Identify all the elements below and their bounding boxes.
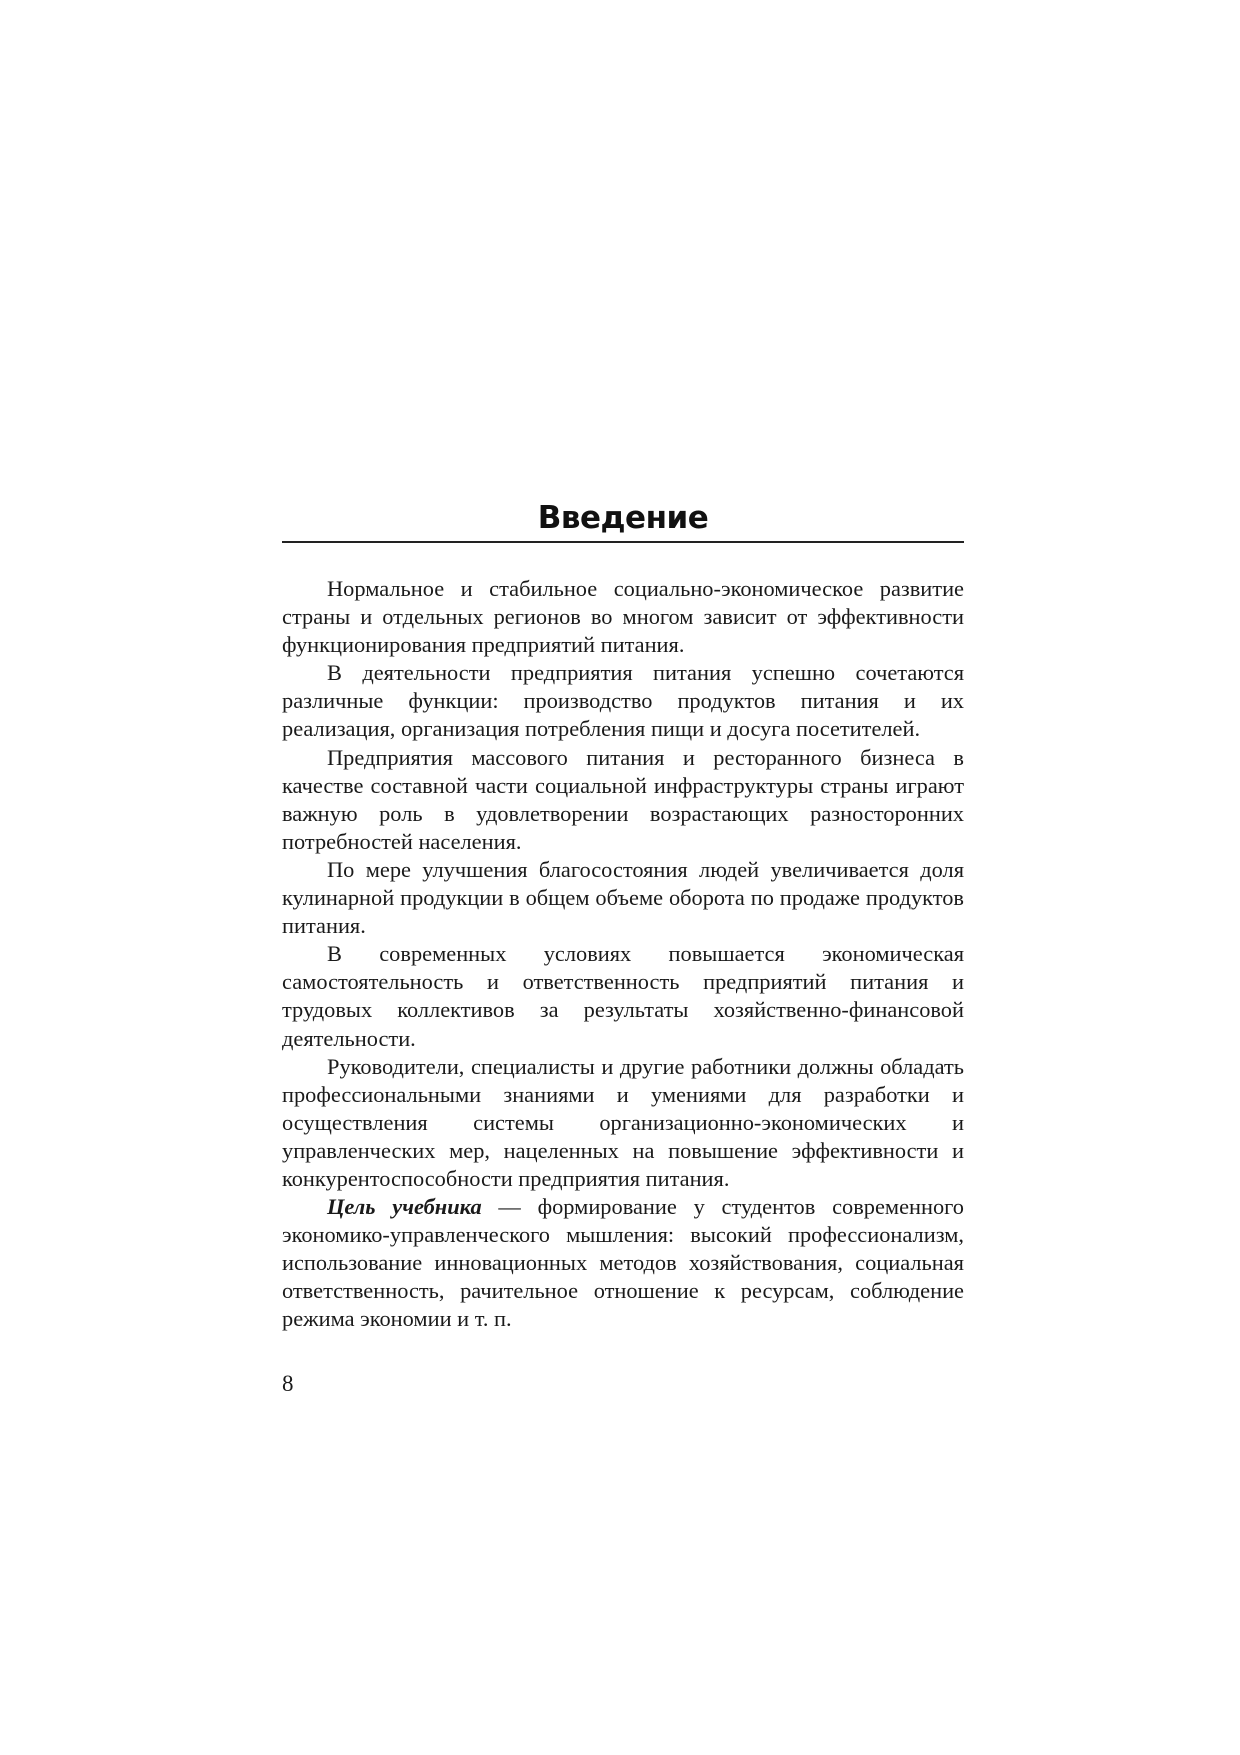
- paragraph: В современных условиях повышается экономическая самостоятельность и ответственность предприятий питания и трудовых коллективов за результаты хозяйственно-финансовой деятельности.: [282, 941, 964, 1051]
- paragraph: Предприятия массового питания и ресторанного бизнеса в качестве составной части социальной инфраструктуры страны играют важную роль в удовлетворении возрастающих разносторонних потребностей населения.: [282, 744, 964, 854]
- heading-rule: [282, 541, 964, 543]
- paragraph: В деятельности предприятия питания успешно сочетаются различные функции: производство продуктов питания и их реализация, организация потребления пищи и досуга посетителей.: [282, 660, 964, 742]
- paragraph: Нормальное и стабильное социально-экономическое развитие страны и отдельных регионов во многом зависит от эффективности функционирования предприятий питания.: [282, 576, 964, 658]
- paragraph: Руководители, специалисты и другие работники должны обладать профессиональными знаниями и умениями для разработки и осуществления системы организационно-экономических и управленческих мер, нацеленных на повышение эффективности и конкурентоспособности предприятия питания.: [282, 1053, 964, 1191]
- page-number: 8: [282, 1371, 294, 1396]
- goal-paragraph: [282, 1193, 964, 1333]
- body-text: [282, 575, 964, 1334]
- chapter-heading: Введение: [537, 500, 709, 536]
- goal-text: — формирование у студентов современного экономико-управленческого мышления: высокий профессионализм, использование инновационных методов хозяйствования, социальная ответственность, рачительное отношение к ресурсам, соблюдение режима экономии и т. п.: [282, 1194, 964, 1332]
- paragraph: По мере улучшения благосостояния людей увеличивается доля кулинарной продукции в общем объеме оборота по продаже продуктов питания.: [282, 856, 964, 939]
- goal-term: Цель учебника: [327, 1194, 482, 1220]
